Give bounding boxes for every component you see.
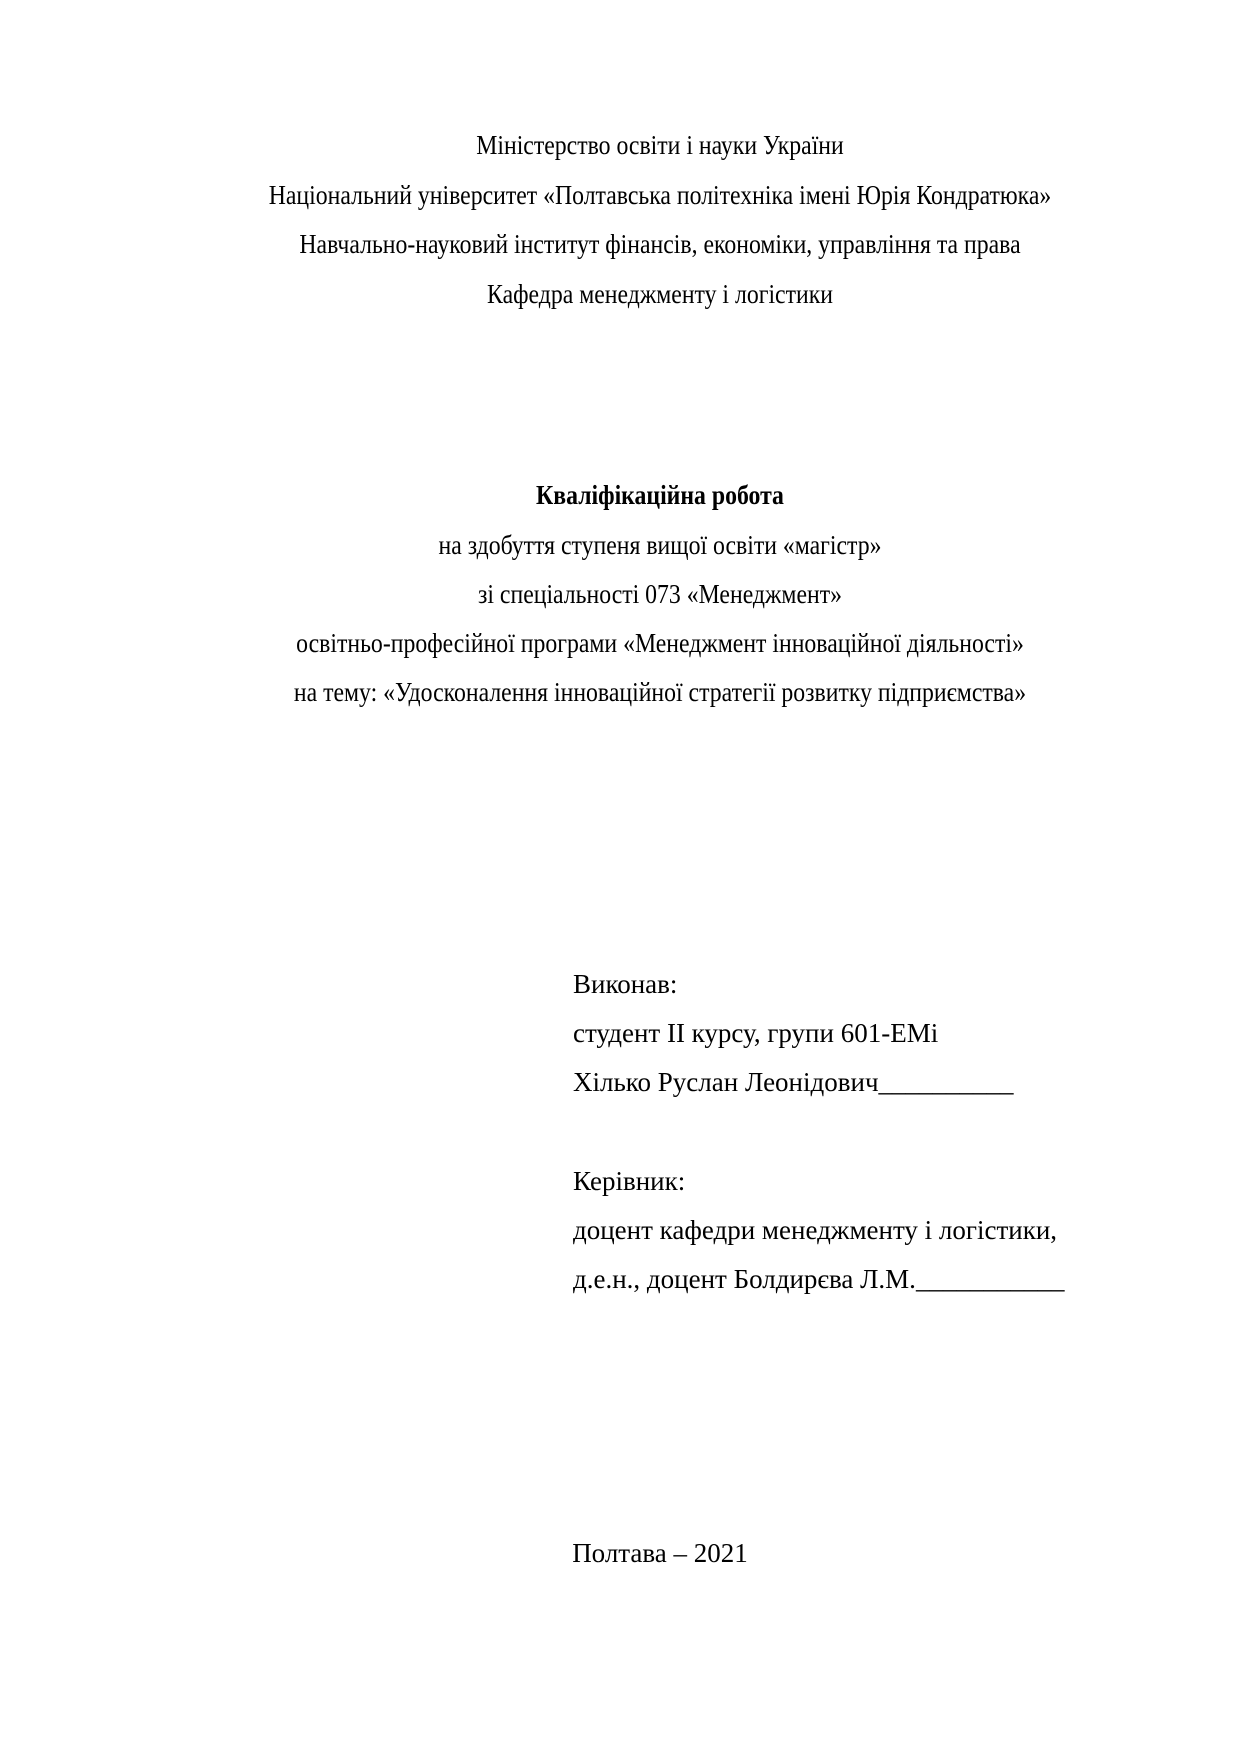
document-title: Кваліфікаційна робота bbox=[536, 480, 784, 510]
topic-line: на тему: «Удосконалення інноваційної стратегії розвитку підприємства» bbox=[293, 677, 1027, 707]
supervisor-position: доцент кафедри менеджменту і логістики, bbox=[573, 1215, 1058, 1245]
supervisor-signature-line: ___________ bbox=[915, 1264, 1065, 1294]
institute-line: Навчально-науковий інститут фінансів, економіки, управління та права bbox=[299, 229, 1021, 259]
author-label: Виконав: bbox=[573, 969, 678, 999]
city-year: Полтава – 2021 bbox=[572, 1538, 748, 1568]
author-signature-line: __________ bbox=[878, 1067, 1014, 1097]
author-name-row bbox=[573, 1066, 1014, 1098]
degree-line: на здобуття ступеня вищої освіти «магістр» bbox=[438, 530, 882, 560]
university-line: Національний університет «Полтавська політехніка імені Юрія Кондратюка» bbox=[268, 180, 1052, 210]
supervisor-name: д.е.н., доцент Болдирєва Л.М. bbox=[573, 1264, 916, 1294]
specialty-line: зі спеціальності 073 «Менеджмент» bbox=[478, 579, 842, 609]
supervisor-label: Керівник: bbox=[573, 1166, 686, 1196]
supervisor-name-row bbox=[573, 1263, 1064, 1295]
author-name: Хілько Руслан Леонідович bbox=[573, 1067, 879, 1097]
department-line: Кафедра менеджменту і логістики bbox=[487, 279, 833, 309]
ministry-line: Міністерство освіти і науки України bbox=[476, 130, 844, 160]
program-line: освітньо-професійної програми «Менеджмент інноваційної діяльності» bbox=[296, 628, 1024, 658]
author-position: студент II курсу, групи 601-ЕМі bbox=[573, 1018, 939, 1048]
